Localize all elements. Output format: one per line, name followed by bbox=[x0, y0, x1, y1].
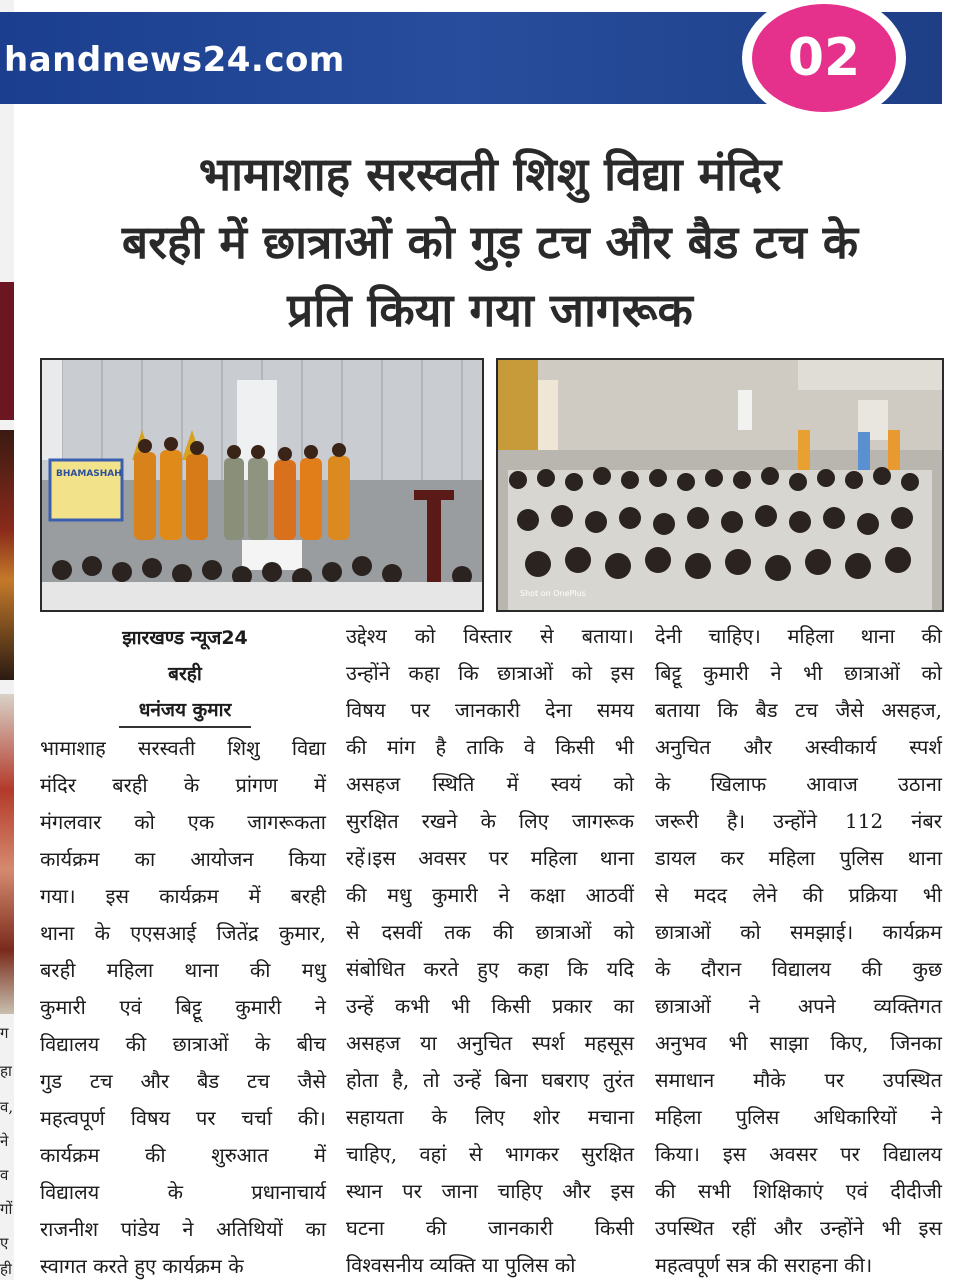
article-line: से मदद लेने की प्रक्रिया भी bbox=[655, 883, 942, 907]
banner-text: BHAMASHAH bbox=[56, 469, 122, 479]
byline-author: धनंजय कुमार bbox=[119, 694, 252, 728]
article-line: उपस्थित रहीं और उन्होंने भी इस bbox=[655, 1216, 942, 1240]
article-line: स्थान पर जाना चाहिए और इस bbox=[346, 1179, 634, 1203]
article-line: के खिलाफ आवाज उठाना bbox=[655, 772, 942, 796]
article-line: संबोधित करते हुए कहा कि यदि bbox=[346, 957, 634, 981]
article-line: महत्वपूर्ण विषय पर चर्चा की। bbox=[40, 1106, 326, 1130]
article-line: की मांग है ताकि वे किसी भी bbox=[346, 735, 634, 759]
article-line: घटना की जानकारी किसी bbox=[346, 1216, 634, 1240]
article-line: बरही महिला थाना की मधु bbox=[40, 958, 326, 982]
stage-photo-illustration bbox=[42, 360, 482, 610]
headline-line: प्रति किया गया जागरूक bbox=[287, 283, 693, 337]
article-line: सुरक्षित रखने के लिए जागरूक bbox=[346, 809, 634, 833]
article-line: बताया कि बैड टच जैसे असहज, bbox=[655, 698, 942, 722]
article-line: विश्वसनीय व्यक्ति या पुलिस को bbox=[346, 1253, 576, 1277]
edge-photo-fragment bbox=[0, 694, 14, 1014]
article-line: के दौरान विद्यालय की कुछ bbox=[655, 957, 942, 981]
article-line: सहायता के लिए शोर मचाना bbox=[346, 1105, 634, 1129]
edge-text-fragment: हा bbox=[0, 1062, 12, 1080]
article-line: देनी चाहिए। महिला थाना की bbox=[655, 624, 942, 648]
byline bbox=[40, 620, 330, 728]
edge-text-fragment: ने bbox=[0, 1132, 9, 1150]
article-line: डायल कर महिला पुलिस थाना bbox=[655, 846, 942, 870]
article-line: बिट्टू कुमारी ने भी छात्राओं को bbox=[655, 661, 942, 685]
article-line: महत्वपूर्ण सत्र की सराहना की। bbox=[655, 1253, 873, 1277]
article-line: थाना के एएसआई जितेंद्र कुमार, bbox=[40, 921, 326, 945]
article-line: छात्राओं ने अपने व्यक्तिगत bbox=[655, 994, 942, 1018]
article-line: की मधु कुमारी ने कक्षा आठवीं bbox=[346, 883, 634, 907]
page-number: 02 bbox=[787, 28, 861, 88]
article-line: विद्यालय के प्रधानाचार्य bbox=[40, 1180, 326, 1204]
headline-line: भामाशाह सरस्वती शिशु विद्या मंदिर bbox=[198, 147, 782, 201]
edge-photo-fragment bbox=[0, 282, 14, 420]
article-line: राजनीश पांडेय ने अतिथियों का bbox=[40, 1217, 326, 1241]
article-line: छात्राओं को समझाई। कार्यक्रम bbox=[655, 920, 942, 944]
article-column-1 bbox=[40, 730, 326, 1285]
article-line: असहज या अनुचित स्पर्श महसूस bbox=[346, 1031, 634, 1055]
article-line: जरूरी है। उन्होंने 112 नंबर bbox=[655, 809, 942, 833]
edge-text-fragment: ग bbox=[0, 1024, 9, 1042]
event-photo-stage bbox=[40, 358, 484, 612]
article-line: उद्देश्य को विस्तार से बताया। bbox=[346, 624, 634, 648]
article-line: अनुचित और अस्वीकार्य स्पर्श bbox=[655, 735, 942, 759]
article-line: महिला पुलिस अधिकारियों ने bbox=[655, 1105, 942, 1129]
article-line: किया। इस अवसर पर विद्यालय bbox=[655, 1142, 942, 1166]
article-line: समाधान मौके पर उपस्थित bbox=[655, 1068, 942, 1092]
article-column-2 bbox=[346, 618, 634, 1284]
article-line: रहें।इस अवसर पर महिला थाना bbox=[346, 846, 634, 870]
edge-text-fragment: ए bbox=[0, 1234, 9, 1252]
camera-watermark: Shot on OnePlus bbox=[520, 589, 586, 598]
article-line: गुड टच और बैड टच जैसे bbox=[40, 1069, 326, 1093]
article-line: होता है, तो उन्हें बिना घबराए तुरंत bbox=[346, 1068, 634, 1092]
headline bbox=[40, 140, 940, 344]
article-line: मंगलवार को एक जागरूकता bbox=[40, 810, 326, 834]
event-photo-audience bbox=[496, 358, 944, 612]
article-line: अनुभव भी साझा किए, जिनका bbox=[655, 1031, 942, 1055]
article-line: कार्यक्रम का आयोजन किया bbox=[40, 847, 326, 871]
article-line: की सभी शिक्षिकाएं एवं दीदीजी bbox=[655, 1179, 942, 1203]
page-number-badge bbox=[752, 4, 896, 112]
article-line: स्वागत करते हुए कार्यक्रम के bbox=[40, 1254, 244, 1278]
byline-place: बरही bbox=[168, 663, 202, 685]
audience-photo-illustration bbox=[498, 360, 942, 610]
article-line: गया। इस कार्यक्रम में बरही bbox=[40, 884, 326, 908]
article-line: भामाशाह सरस्वती शिशु विद्या bbox=[40, 736, 326, 760]
edge-text-fragment: व, bbox=[0, 1098, 14, 1116]
edge-text-fragment: ही bbox=[0, 1260, 12, 1278]
article-column-3 bbox=[655, 618, 942, 1284]
article-line: विषय पर जानकारी देना समय bbox=[346, 698, 634, 722]
headline-line: बरही में छात्राओं को गुड़ टच और बैड टच के bbox=[121, 215, 859, 269]
edge-photo-fragment bbox=[0, 430, 14, 680]
edge-text-fragment: व bbox=[0, 1166, 9, 1184]
article-line: कार्यक्रम की शुरुआत में bbox=[40, 1143, 326, 1167]
article-line: उन्हें कभी भी किसी प्रकार का bbox=[346, 994, 634, 1018]
article-line: उन्होंने कहा कि छात्राओं को इस bbox=[346, 661, 634, 685]
article-line: विद्यालय की छात्राओं के बीच bbox=[40, 1032, 326, 1056]
article-line: असहज स्थिति में स्वयं को bbox=[346, 772, 634, 796]
edge-text-fragment: गों bbox=[0, 1200, 13, 1218]
article-line: से दसवीं तक की छात्राओं को bbox=[346, 920, 634, 944]
article-line: चाहिए, वहां से भागकर सुरक्षित bbox=[346, 1142, 634, 1166]
article-line: मंदिर बरही के प्रांगण में bbox=[40, 773, 326, 797]
article-line: कुमारी एवं बिट्टू कुमारी ने bbox=[40, 995, 326, 1019]
byline-source: झारखण्ड न्यूज24 bbox=[122, 627, 248, 649]
site-name: handnews24.com bbox=[4, 40, 345, 80]
